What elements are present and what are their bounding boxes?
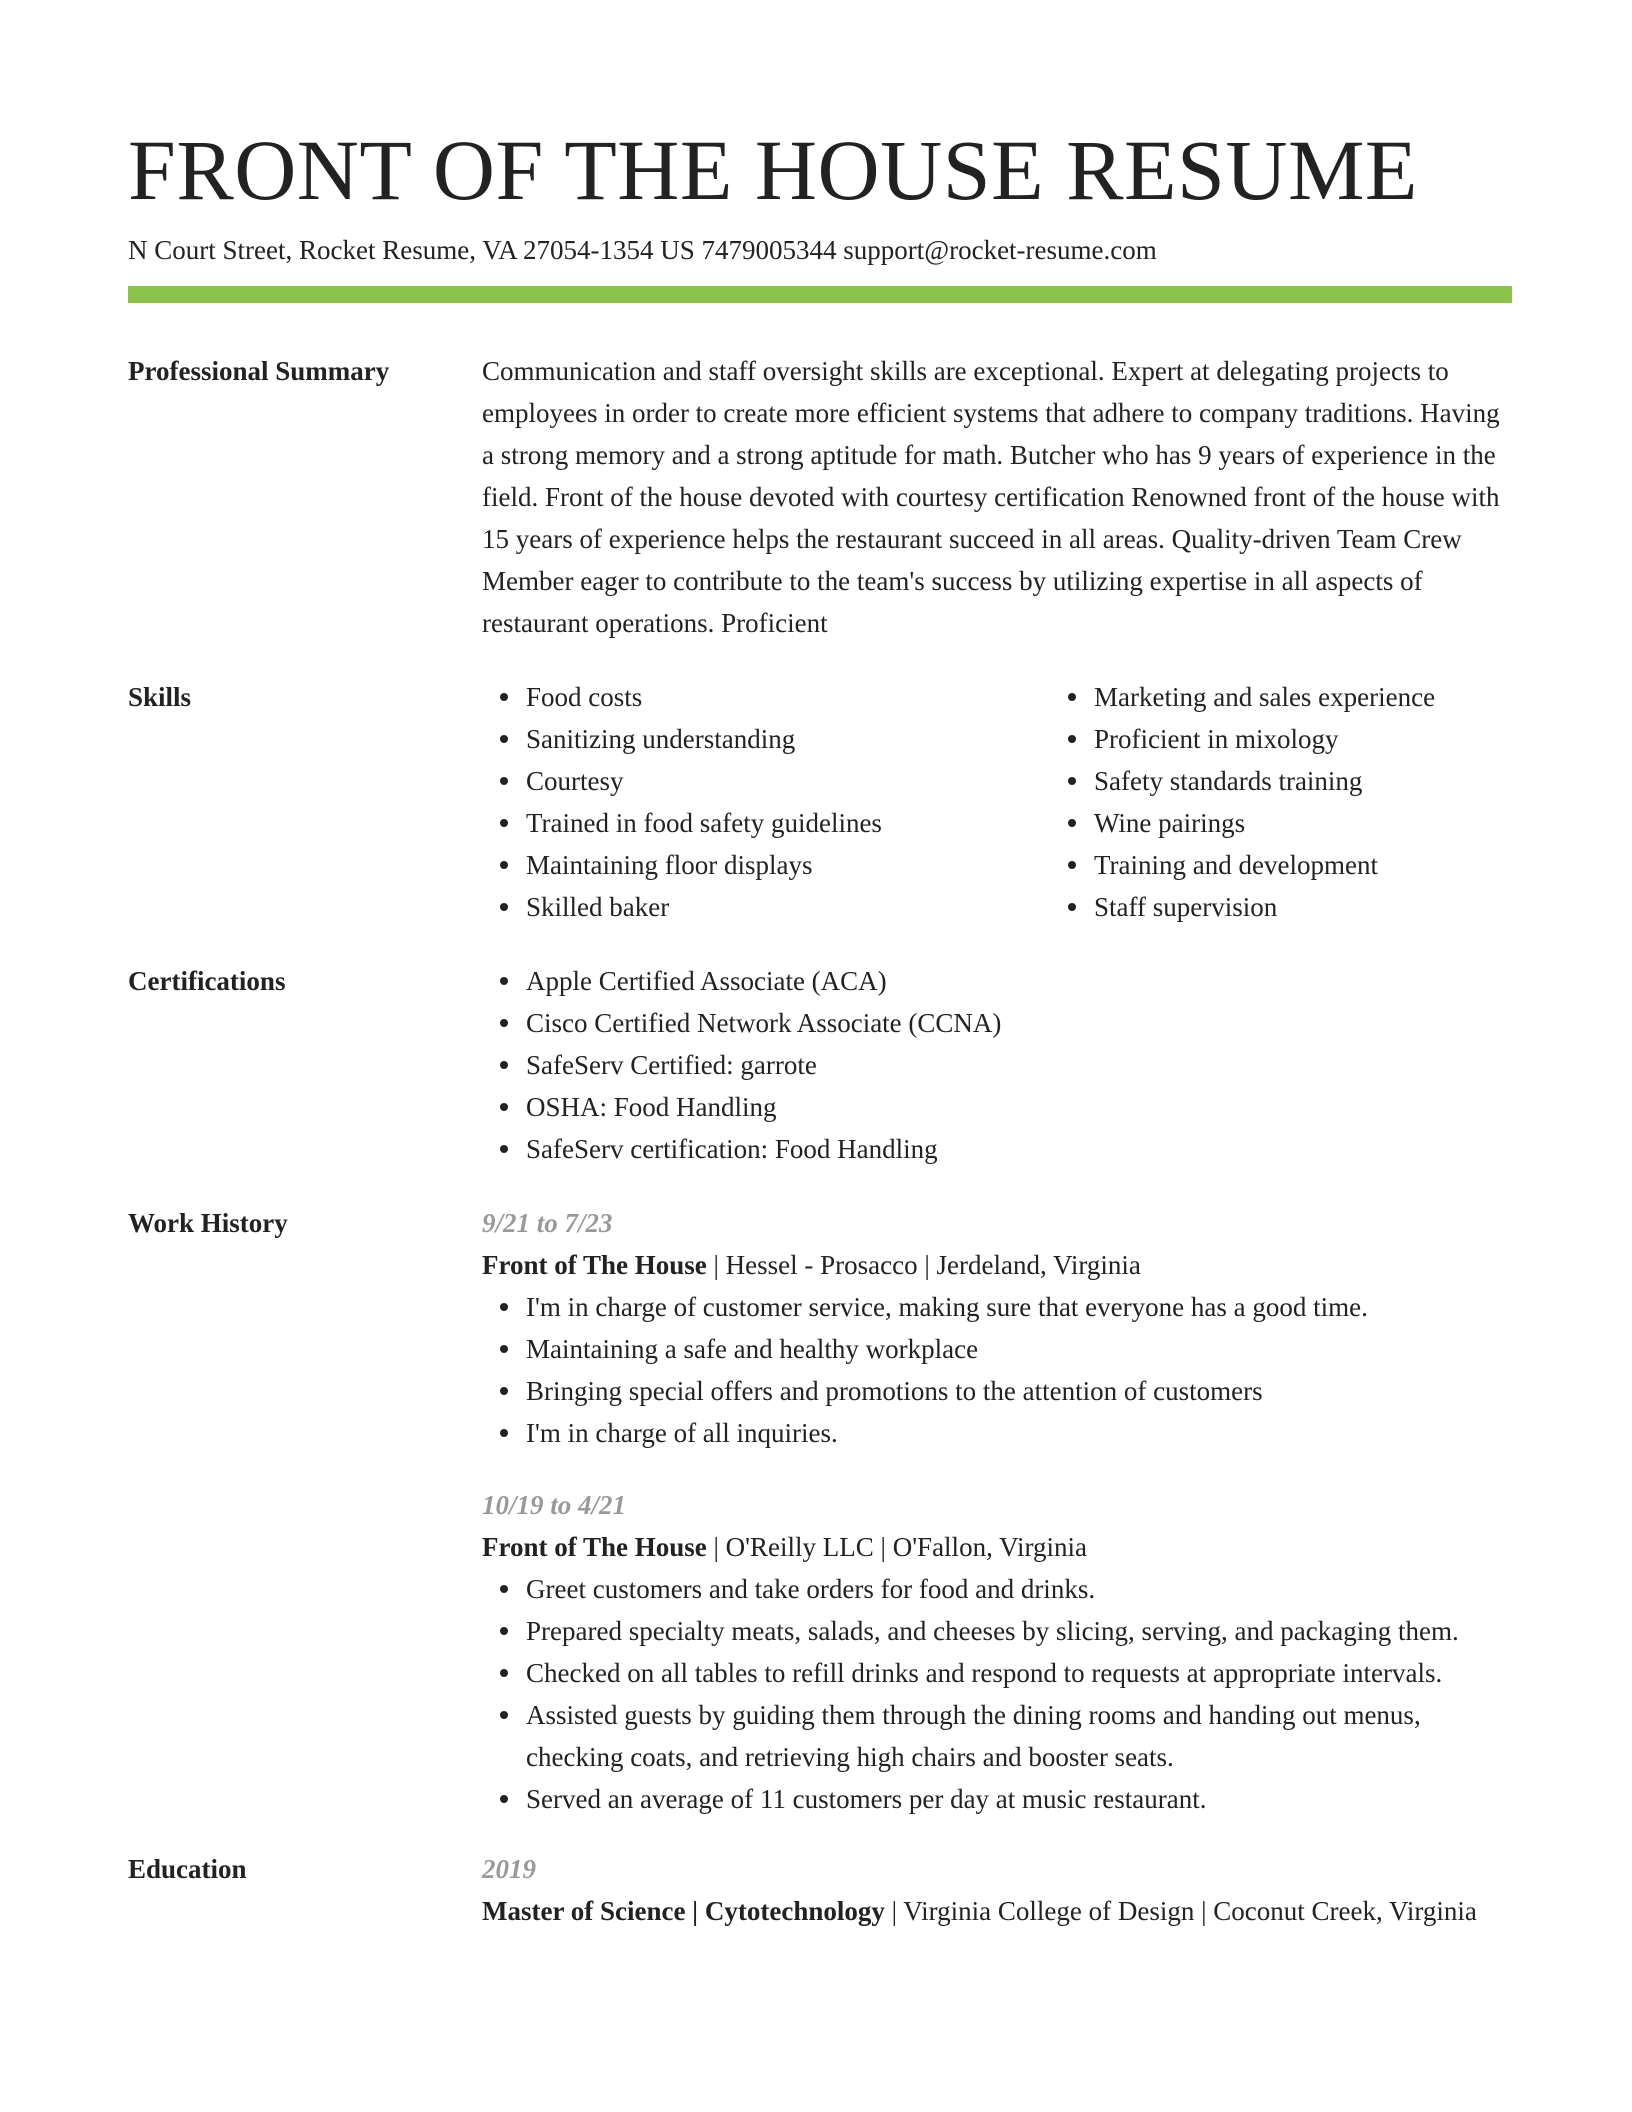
skill-item: Marketing and sales experience (1094, 676, 1574, 718)
skill-item: Skilled baker (526, 886, 988, 928)
skills-section (128, 676, 1512, 928)
job-bullet: Prepared specialty meats, salads, and cheeses by slicing, serving, and packaging them. (526, 1610, 1512, 1652)
job-bullet: Checked on all tables to refill drinks and respond to requests at appropriate intervals. (526, 1652, 1512, 1694)
work-history-section (128, 1202, 1512, 1820)
certification-item: Apple Certified Associate (ACA) (526, 960, 1512, 1002)
skills-list-right (1050, 676, 1574, 928)
job-bullet: Bringing special offers and promotions to the attention of customers (526, 1370, 1512, 1412)
education-heading (482, 1890, 1512, 1932)
skill-item: Safety standards training (1094, 760, 1574, 802)
job-bullet: Maintaining a safe and healthy workplace (526, 1328, 1512, 1370)
page-title: FRONT OF THE HOUSE RESUME (128, 122, 1418, 218)
skill-item: Training and development (1094, 844, 1574, 886)
job-dates: 9/21 to 7/23 (482, 1208, 613, 1238)
certification-item: Cisco Certified Network Associate (CCNA) (526, 1002, 1512, 1044)
certifications-section (128, 960, 1512, 1170)
skills-grid (482, 676, 1512, 928)
job-heading (482, 1244, 1512, 1286)
certifications-list (482, 960, 1512, 1170)
skill-item: Sanitizing understanding (526, 718, 988, 760)
job-heading (482, 1526, 1512, 1568)
skill-item: Wine pairings (1094, 802, 1574, 844)
resume-content (128, 350, 1512, 1932)
section-label-certifications: Certifications (128, 966, 286, 996)
job-bullet: I'm in charge of customer service, making sure that everyone has a good time. (526, 1286, 1512, 1328)
contact-info: N Court Street, Rocket Resume, VA 27054-1354 US 7479005344 support@rocket-resume.com (128, 235, 1157, 265)
certifications-body (482, 960, 1512, 1170)
skills-list-left (482, 676, 988, 928)
job-bullet: Assisted guests by guiding them through the dining rooms and handing out menus, checking coats, and retrieving high chairs and booster seats. (526, 1694, 1512, 1778)
education-section (128, 1848, 1512, 1932)
certification-item: OSHA: Food Handling (526, 1086, 1512, 1128)
accent-divider (128, 286, 1512, 303)
education-year: 2019 (482, 1854, 536, 1884)
job-details: | Hessel - Prosacco | Jerdeland, Virginia (706, 1250, 1141, 1280)
job-dates: 10/19 to 4/21 (482, 1490, 627, 1520)
skill-item: Proficient in mixology (1094, 718, 1574, 760)
work-history-body (482, 1202, 1512, 1820)
job-bullet: I'm in charge of all inquiries. (526, 1412, 1512, 1454)
skill-item: Courtesy (526, 760, 988, 802)
job-bullets (482, 1568, 1512, 1820)
job-title: Front of The House (482, 1532, 707, 1562)
job-bullets (482, 1286, 1512, 1454)
job-bullet: Served an average of 11 customers per day at music restaurant. (526, 1778, 1512, 1820)
section-label-education: Education (128, 1854, 247, 1884)
section-label-work-history: Work History (128, 1208, 288, 1238)
professional-summary-section (128, 350, 1512, 644)
education-degree: Master of Science | Cytotechnology (482, 1896, 885, 1926)
education-body (482, 1848, 1512, 1932)
section-label-skills: Skills (128, 682, 192, 712)
job-entry (482, 1484, 1512, 1820)
skills-body (482, 676, 1512, 928)
job-entry (482, 1202, 1512, 1454)
certification-item: SafeServ Certified: garrote (526, 1044, 1512, 1086)
skill-item: Trained in food safety guidelines (526, 802, 988, 844)
skill-item: Maintaining floor displays (526, 844, 988, 886)
job-bullet: Greet customers and take orders for food and drinks. (526, 1568, 1512, 1610)
education-details: | Virginia College of Design | Coconut Creek, Virginia (884, 1896, 1477, 1926)
skill-item: Food costs (526, 676, 988, 718)
summary-text: Communication and staff oversight skills are exceptional. Expert at delegating projects to employees in order to create more efficient systems that adhere to company traditions. Having a strong memory and a strong aptitude for math. Butcher who has 9 years of experience in the field. Front of the house devoted with courtesy certification Renowned front of the house with 15 years of experience helps the restaurant succeed in all areas. Quality-driven Team Crew Member eager to contribute to the team's success by utilizing expertise in all aspects of restaurant operations. Proficient (482, 356, 1500, 638)
job-details: | O'Reilly LLC | O'Fallon, Virginia (706, 1532, 1087, 1562)
section-label-professional-summary: Professional Summary (128, 356, 390, 386)
summary-body (482, 350, 1512, 644)
job-title: Front of The House (482, 1250, 707, 1280)
skill-item: Staff supervision (1094, 886, 1574, 928)
certification-item: SafeServ certification: Food Handling (526, 1128, 1512, 1170)
